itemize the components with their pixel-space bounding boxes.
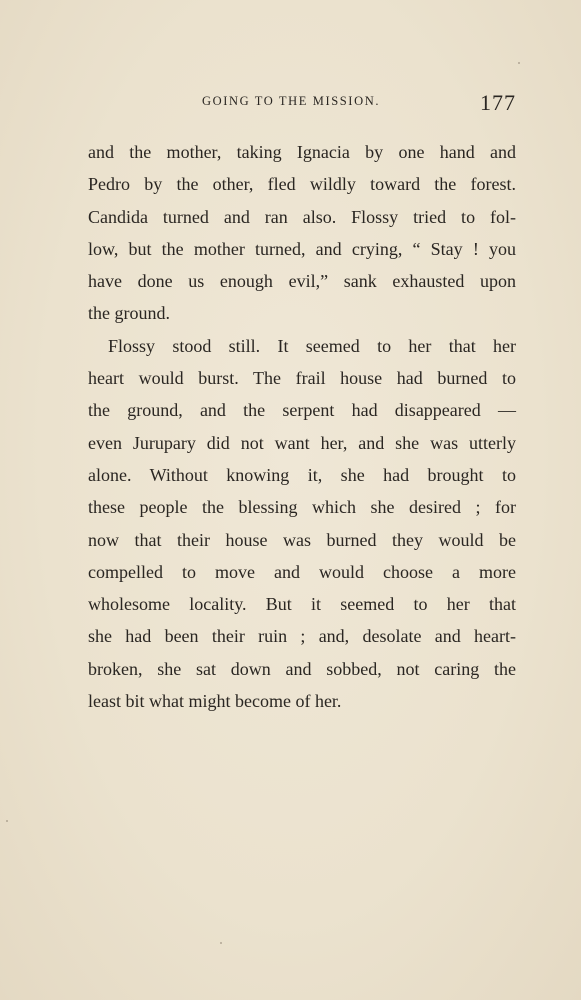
paper-speck (518, 62, 520, 64)
text-line: and the mother, taking Ignacia by one hand and (88, 142, 516, 162)
paper-speck (6, 820, 8, 822)
text-line: wholesome locality. But it seemed to her that (88, 594, 516, 615)
text-line: compelled to move and would choose a more (88, 561, 516, 582)
text-line: even Jurupary did not want her, and she was utterly (88, 432, 516, 453)
text-line: Candida turned and ran also. Flossy tried to fol- (88, 206, 516, 227)
text-line: least bit what might become of her. (88, 691, 342, 712)
page-number: 177 (480, 90, 516, 115)
text-line: Pedro by the other, fled wildly toward the forest. (88, 174, 516, 195)
text-line: alone. Without knowing it, she had brought to (88, 464, 516, 485)
running-title: GOING TO THE MISSION. (202, 94, 381, 108)
text-line: Flossy stood still. It seemed to her that her (108, 335, 516, 356)
paragraph (88, 330, 516, 718)
text-line: broken, she sat down and sobbed, not caring the (88, 658, 516, 679)
body-text (88, 136, 516, 717)
running-head (88, 92, 516, 116)
text-line: she had been their ruin ; and, desolate and heart- (88, 626, 516, 647)
text-line: heart would burst. The frail house had burned to (88, 368, 516, 389)
text-line: have done us enough evil,” sank exhausted upon (88, 271, 516, 292)
paragraph (88, 136, 516, 330)
text-line: the ground. (88, 303, 170, 324)
text-line: now that their house was burned they would be (88, 529, 516, 550)
text-line: the ground, and the serpent had disappeared — (88, 400, 516, 421)
paper-speck (220, 942, 222, 944)
text-line: these people the blessing which she desired ; for (88, 497, 516, 518)
text-line: low, but the mother turned, and crying, “ Stay ! you (88, 238, 516, 259)
